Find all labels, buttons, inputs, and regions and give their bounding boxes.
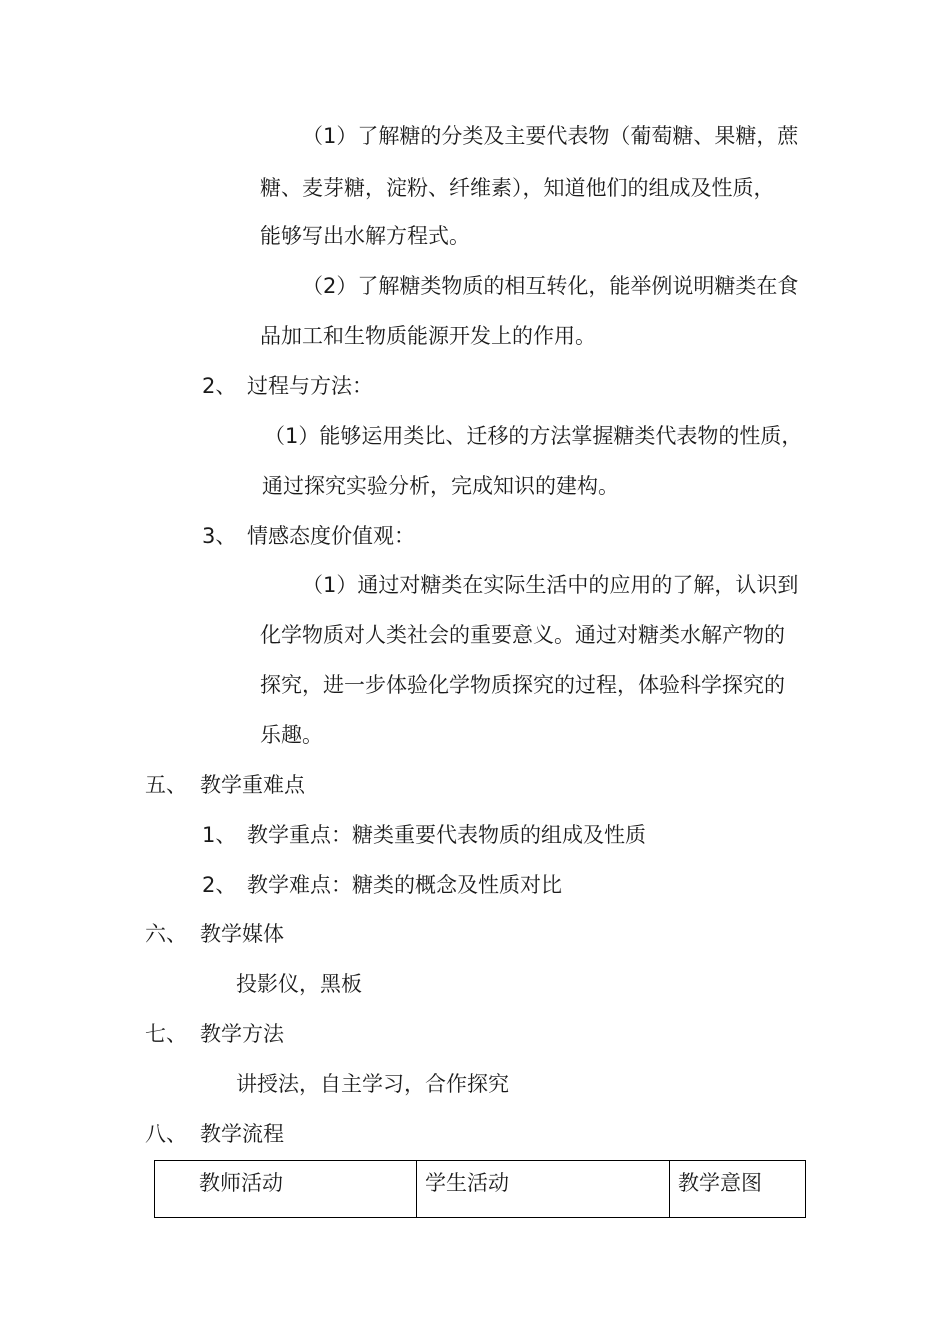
section5-item1-number: 1、 — [202, 823, 237, 847]
knowledge-item2-line2: 品加工和生物质能源开发上的作用。 — [260, 324, 596, 348]
emotion-number: 3、 — [202, 524, 237, 548]
process-number: 2、 — [202, 374, 237, 398]
section5-item1-text: 教学重点：糖类重要代表物质的组成及性质 — [247, 823, 646, 847]
header-student-activity: 学生活动 — [417, 1161, 670, 1218]
section6-number: 六、 — [145, 922, 187, 946]
section5-heading: 教学重难点 — [200, 773, 305, 797]
header-teacher-activity: 教师活动 — [155, 1161, 417, 1218]
section7-heading: 教学方法 — [200, 1022, 284, 1046]
knowledge-item1-line3: 能够写出水解方程式。 — [260, 224, 470, 248]
process-item1-line2: 通过探究实验分析，完成知识的建构。 — [262, 474, 619, 498]
section6-heading: 教学媒体 — [200, 922, 284, 946]
process-heading: 过程与方法： — [247, 374, 373, 398]
knowledge-item1-line1: （1）了解糖的分类及主要代表物（葡萄糖、果糖，蔗 — [302, 124, 799, 148]
process-item1-line1: （1）能够运用类比、迁移的方法掌握糖类代表物的性质， — [264, 424, 803, 448]
knowledge-item2-line1: （2）了解糖类物质的相互转化，能举例说明糖类在食 — [302, 274, 799, 298]
section5-number: 五、 — [145, 773, 187, 797]
knowledge-item1-line2: 糖、麦芽糖，淀粉、纤维素），知道他们的组成及性质， — [260, 176, 775, 200]
emotion-heading: 情感态度价值观： — [247, 524, 415, 548]
section5-item2-number: 2、 — [202, 873, 237, 897]
section7-content: 讲授法，自主学习，合作探究 — [236, 1072, 509, 1096]
teaching-flow-table — [154, 1160, 806, 1218]
section7-number: 七、 — [145, 1022, 187, 1046]
emotion-item1-line4: 乐趣。 — [260, 723, 323, 747]
emotion-item1-line3: 探究，进一步体验化学物质探究的过程，体验科学探究的 — [260, 673, 785, 697]
emotion-item1-line1: （1）通过对糖类在实际生活中的应用的了解，认识到 — [302, 573, 799, 597]
header-teaching-intent: 教学意图 — [670, 1161, 806, 1218]
emotion-item1-line2: 化学物质对人类社会的重要意义。通过对糖类水解产物的 — [260, 623, 785, 647]
section5-item2-text: 教学难点：糖类的概念及性质对比 — [247, 873, 562, 897]
section8-number: 八、 — [145, 1122, 187, 1146]
section8-heading: 教学流程 — [200, 1122, 284, 1146]
section6-content: 投影仪，黑板 — [236, 972, 362, 996]
table-header-row — [155, 1161, 806, 1218]
